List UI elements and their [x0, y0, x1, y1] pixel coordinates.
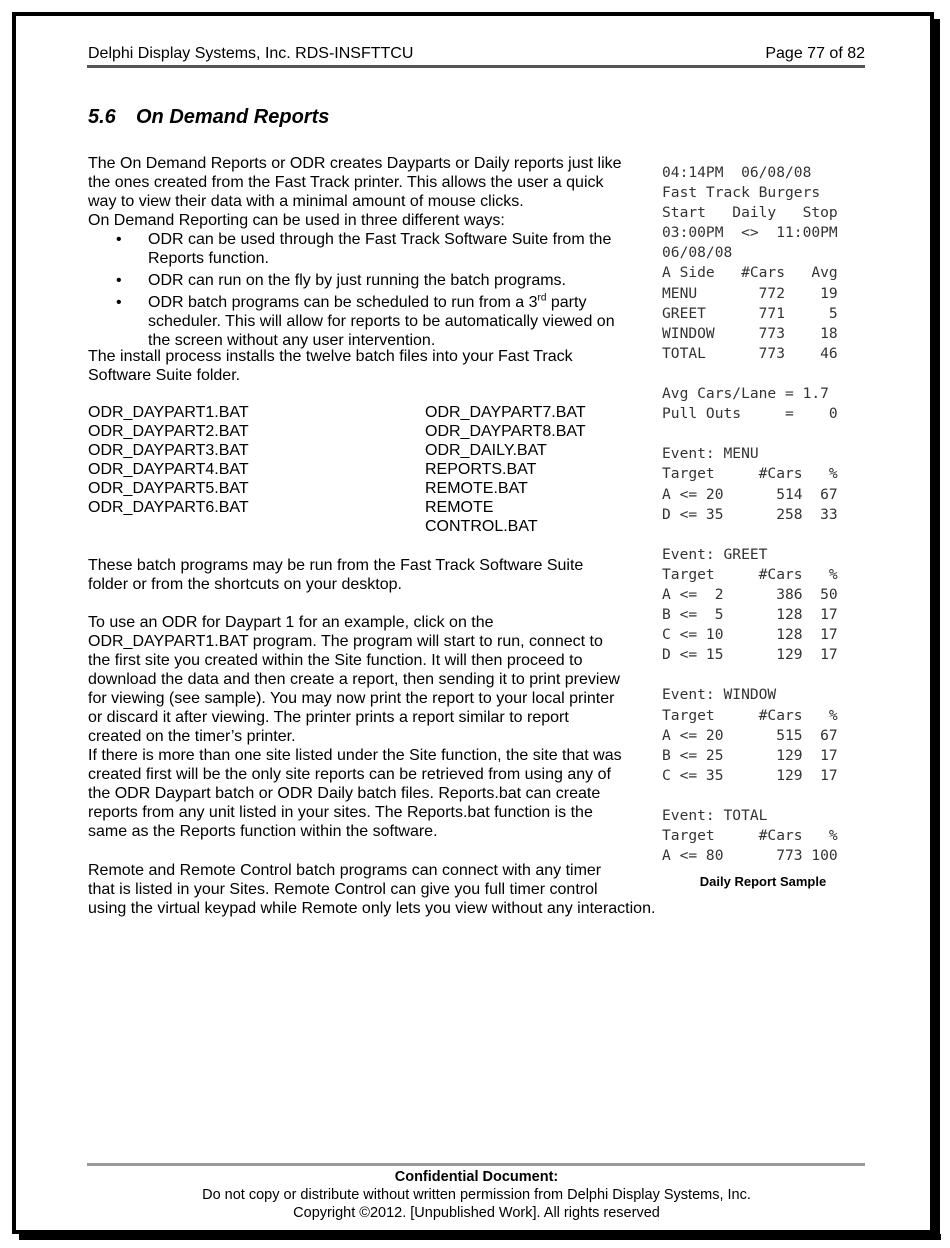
section-heading: [88, 106, 329, 129]
text-line: or discard it after viewing. The printer prints a report similar to report: [88, 709, 569, 726]
daypart-usage-paragraph: [88, 613, 622, 841]
text-line: way to view their data with a minimal amount of mouse clicks.: [88, 193, 524, 210]
list-item: [88, 271, 648, 290]
list-item: [88, 230, 648, 268]
text-line: ODR can be used through the Fast Track Software Suite from the: [148, 231, 612, 248]
report-line: C <= 35 129 17: [662, 766, 838, 784]
text-line: created first will be the only site reports can be retrieved from using any of: [88, 766, 611, 783]
sample-caption: Daily Report Sample: [699, 874, 827, 889]
text-line: Software Suite folder.: [88, 367, 241, 384]
text-line: folder or from the shortcuts on your desktop.: [88, 576, 402, 593]
header-company: Delphi Display Systems, Inc. RDS-INSFTTCU: [88, 45, 414, 62]
report-line: A <= 80 773 100: [662, 847, 838, 865]
daily-report-sample: [662, 163, 867, 866]
report-line: 03:00PM <> 11:00PM: [662, 224, 838, 242]
run-location-paragraph: [88, 556, 583, 594]
intro-paragraph: [88, 154, 622, 230]
text-line: that is listed in your Sites. Remote Control can give you full timer control: [88, 881, 598, 898]
report-line: Event: WINDOW: [662, 686, 777, 704]
report-line: Target #Cars %: [662, 706, 838, 724]
report-line: A Side #Cars Avg: [662, 264, 838, 282]
text-line: created on the timer’s printer.: [88, 728, 296, 745]
text-line: same as the Reports function within the software.: [88, 823, 438, 840]
report-line: A <= 20 515 67: [662, 726, 838, 744]
footer-rule: [87, 1163, 865, 1166]
footer-confidential: Confidential Document:: [394, 1169, 559, 1185]
report-line: [662, 525, 867, 545]
report-line: TOTAL 773 46: [662, 344, 838, 362]
report-line: D <= 35 258 33: [662, 505, 838, 523]
page-header: [88, 45, 865, 65]
text-line: The On Demand Reports or ODR creates Dayparts or Daily reports just like: [88, 155, 622, 172]
report-line: Event: GREET: [662, 545, 768, 563]
report-line: Avg Cars/Lane = 1.7: [662, 385, 829, 403]
report-line: C <= 10 128 17: [662, 626, 838, 644]
report-line: Start Daily Stop: [662, 204, 838, 222]
section-title: On Demand Reports: [136, 106, 330, 128]
report-line: 04:14PM 06/08/08: [662, 164, 812, 181]
file-name: ODR_DAYPART1.BAT: [88, 404, 249, 421]
report-line: 06/08/08: [662, 244, 733, 262]
section-number: 5.6: [88, 106, 116, 128]
text-line: On Demand Reporting can be used in three different ways:: [88, 212, 505, 229]
bullet-icon: •: [116, 294, 122, 311]
file-name: ODR_DAYPART4.BAT: [88, 461, 249, 478]
footer-notice: Do not copy or distribute without written permission from Delphi Display Systems, Inc.: [202, 1187, 751, 1203]
file-name: ODR_DAYPART7.BAT: [425, 404, 586, 421]
report-line: [662, 364, 867, 384]
header-rule: [87, 65, 865, 68]
bullet-icon: •: [116, 231, 122, 248]
text-line: ODR_DAYPART1.BAT program. The program will start to run, connect to: [88, 633, 603, 650]
text-line: Remote and Remote Control batch programs can connect with any timer: [88, 862, 602, 879]
report-line: [662, 786, 867, 806]
list-item: [88, 293, 648, 350]
report-line: GREET 771 5: [662, 304, 838, 322]
text-line: using the virtual keypad while Remote only lets you view without any interaction.: [88, 900, 656, 917]
text-line: ODR can run on the fly by just running the batch programs.: [148, 272, 566, 289]
batch-files-right-column: [425, 403, 586, 536]
text-line: The install process installs the twelve batch files into your Fast Track: [88, 348, 573, 365]
text-line: for viewing (see sample). You may now print the report to your local printer: [88, 690, 615, 707]
page-footer: [88, 1168, 865, 1222]
usage-bullet-list: [88, 230, 648, 350]
install-paragraph: [88, 347, 573, 385]
text-line: the screen without any user intervention.: [148, 332, 436, 349]
report-line: Target #Cars %: [662, 565, 838, 583]
page-shadow-right: [934, 19, 940, 1240]
text-line: the first site you created within the Site function. It will then proceed to: [88, 652, 583, 669]
report-line: MENU 772 19: [662, 284, 838, 302]
text-line: scheduler. This will allow for reports to be automatically viewed on: [148, 313, 615, 330]
text-line: These batch programs may be run from the Fast Track Software Suite: [88, 557, 584, 574]
report-line: D <= 15 129 17: [662, 646, 838, 664]
file-name: REMOTE: [425, 499, 494, 516]
text-line: the ODR Daypart batch or ODR Daily batch files. Reports.bat can create: [88, 785, 601, 802]
file-name: CONTROL.BAT: [425, 518, 538, 535]
text-line: download the data and then create a report, then sending it to print preview: [88, 671, 620, 688]
report-line: [662, 665, 867, 685]
page-shadow-bottom: [19, 1234, 941, 1240]
report-line: Fast Track Burgers: [662, 184, 821, 202]
text-line: If there is more than one site listed under the Site function, the site that was: [88, 747, 622, 764]
report-line: [662, 424, 867, 444]
footer-copyright: Copyright ©2012. [Unpublished Work]. All rights reserved: [293, 1205, 660, 1221]
text-line: the ones created from the Fast Track printer. This allows the user a quick: [88, 174, 604, 191]
batch-files-left-column: [88, 403, 249, 517]
file-name: REMOTE.BAT: [425, 480, 528, 497]
report-line: B <= 25 129 17: [662, 746, 838, 764]
superscript: rd: [537, 292, 547, 304]
report-line: Target #Cars %: [662, 827, 838, 845]
text-fragment: party: [546, 294, 587, 311]
report-line: B <= 5 128 17: [662, 606, 838, 624]
text-line: [148, 293, 648, 312]
text-line: reports from any unit listed in your sites. The Reports.bat function is the: [88, 804, 593, 821]
report-line: A <= 2 386 50: [662, 585, 838, 603]
report-line: Event: MENU: [662, 445, 759, 463]
remote-paragraph: [88, 861, 655, 918]
report-line: WINDOW 773 18: [662, 324, 838, 342]
report-line: Target #Cars %: [662, 465, 838, 483]
file-name: ODR_DAILY.BAT: [425, 442, 547, 459]
report-line: Pull Outs = 0: [662, 405, 838, 423]
file-name: ODR_DAYPART2.BAT: [88, 423, 249, 440]
file-name: ODR_DAYPART6.BAT: [88, 499, 249, 516]
file-name: ODR_DAYPART5.BAT: [88, 480, 249, 497]
bullet-icon: •: [116, 272, 122, 289]
report-line: A <= 20 514 67: [662, 485, 838, 503]
report-line: Event: TOTAL: [662, 807, 768, 824]
text-fragment: ODR batch programs can be scheduled to run from a 3: [148, 294, 538, 311]
file-name: REPORTS.BAT: [425, 461, 537, 478]
text-line: To use an ODR for Daypart 1 for an example, click on the: [88, 614, 494, 631]
file-name: ODR_DAYPART8.BAT: [425, 423, 586, 440]
header-page-number: Page 77 of 82: [765, 45, 865, 62]
file-name: ODR_DAYPART3.BAT: [88, 442, 249, 459]
text-line: Reports function.: [148, 250, 269, 267]
